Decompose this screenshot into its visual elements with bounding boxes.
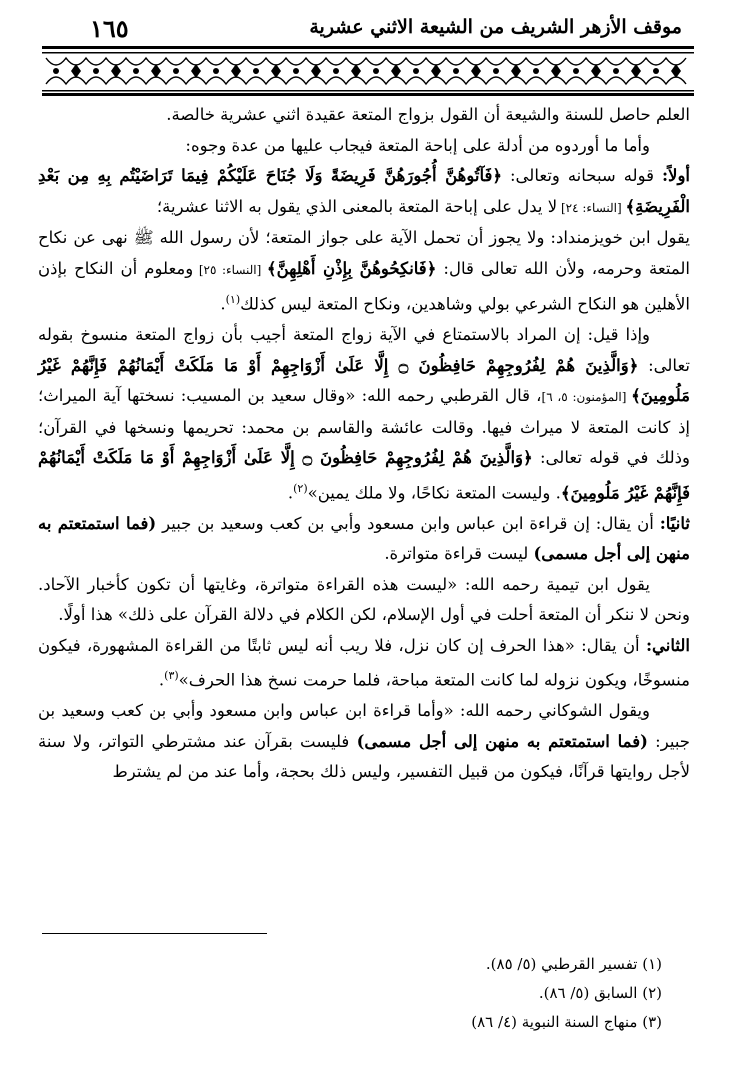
paragraph-2 bbox=[38, 131, 690, 162]
verse-reference: [النساء: ٢٥] bbox=[193, 262, 267, 277]
paragraph-5-end: . bbox=[287, 483, 294, 502]
footnote-marker: (٣) bbox=[164, 669, 179, 682]
variant-reading: (فما استمتعتم به منهن إلى أجل مسمى) bbox=[356, 731, 648, 751]
paragraph-8 bbox=[38, 631, 690, 697]
footnote-marker: (١) bbox=[225, 293, 241, 306]
paragraph-4-text-a: يقول ابن خويزمنداد: ولا يجوز أن تحمل الآية على جواز المتعة؛ لأن رسول الله ﷺ نهى عن نكاح المتعة وحرمه، ولأن الله تعالى قال: bbox=[38, 228, 690, 278]
paragraph-9-text-b: فليست بقرآن عند مشترطي التواتر، ولا سنة لأجل روايتها قرآنًا، فيكون من قبيل التفسير، وليس ذلك بحجة، وأما عند من لم يشترط bbox=[38, 731, 690, 781]
paragraph-2-text: وأما ما أوردوه من أدلة على إباحة المتعة فيجاب عليها من عدة وجوه: bbox=[185, 135, 650, 155]
main-text bbox=[38, 100, 690, 788]
paragraph-3 bbox=[38, 161, 690, 223]
footnote-2: (٢) السابق (٥/ ٨٦). bbox=[538, 984, 662, 1002]
verse-reference: [المؤمنون: ٥، ٦] bbox=[541, 390, 632, 404]
paragraph-9 bbox=[38, 696, 690, 788]
paragraph-5-text-a: وإذا قيل: إن المراد بالاستمتاع في الآية زواج المتعة أجيب بأن زواج المتعة منسوخ بقوله تعالى: bbox=[38, 325, 691, 375]
footnotes bbox=[38, 950, 690, 1037]
paragraph-9-text-a: ويقول الشوكاني رحمه الله: «وأما قراءة ابن عباس وابن مسعود وأبي بن كعب وسعيد بن جبير: bbox=[38, 701, 690, 751]
page-header bbox=[40, 14, 692, 44]
verse-reference: [النساء: ٢٤] bbox=[557, 200, 626, 215]
paragraph-7-text: يقول ابن تيمية رحمه الله: «ليست هذه القراءة متواترة، وغايتها أن تكون كأخبار الآحاد. ونحن لا ننكر أن المتعة أحلت في أول الإسلام، لكن الكلام في دلالة القرآن على ذلك» هذا أولًا. bbox=[38, 574, 690, 624]
paragraph-6-text-a: أن يقال: إن قراءة ابن عباس وابن مسعود وأبي بن كعب وسعيد بن جبير bbox=[156, 513, 660, 533]
point-heading-the-second: الثاني: bbox=[645, 635, 690, 655]
page-number: ١٦٥ bbox=[90, 14, 129, 43]
header-ornament-border bbox=[42, 44, 694, 96]
quran-verse: ﴿وَالَّذِينَ هُمْ لِفُرُوجِهِمْ حَافِظُونَ ۝ إِلَّا عَلَىٰ أَزْوَاجِهِمْ أَوْ مَا مَلَكَتْ أَيْمَانُهُمْ فَإِنَّهُمْ غَيْرُ مَلُومِينَ﴾ bbox=[38, 355, 691, 405]
paragraph-3-text-a: قوله سبحانه وتعالى: bbox=[502, 166, 662, 185]
paragraph-8-end: . bbox=[158, 670, 165, 690]
paragraph-7 bbox=[38, 570, 690, 631]
paragraph-5-text-c: . وليست المتعة نكاحًا، ولا ملك يمين» bbox=[307, 483, 561, 502]
paragraph-4 bbox=[38, 223, 690, 320]
paragraph-6-text-b: ليست قراءة متواترة. bbox=[384, 544, 534, 563]
variant-reading: (فما استمتعتم به منهن إلى أجل مسمى) bbox=[38, 513, 690, 563]
paragraph-6 bbox=[38, 509, 690, 570]
point-heading-first: أولاً: bbox=[661, 166, 690, 185]
paragraph-4-text-b: ومعلوم أن النكاح بإذن الأهلين هو النكاح الشرعي بولي وشاهدين، ونكاح المتعة ليس كذلك bbox=[38, 258, 690, 314]
paragraph-5 bbox=[38, 320, 690, 509]
running-title: موقف الأزهر الشريف من الشيعة الاثني عشرية bbox=[309, 16, 682, 38]
footnote-1: (١) تفسير القرطبي (٥/ ٨٥). bbox=[485, 955, 662, 973]
quran-verse: ﴿فَانكِحُوهُنَّ بِإِذْنِ أَهْلِهِنَّ﴾ bbox=[266, 258, 437, 278]
paragraph-3-text-b: لا يدل على إباحة المتعة بالمعنى الذي يقول به الاثنا عشرية؛ bbox=[156, 196, 558, 216]
paragraph-5-text-b: ، قال القرطبي رحمه الله: «وقال سعيد بن المسيب: نسختها آية الميراث؛ إذ كانت المتعة لا ميراث فيها. وقالت عائشة والقاسم بن محمد: تحريمها ونسخها في القرآن؛ وذلك في قوله تعالى: bbox=[38, 386, 690, 467]
paragraph-1-text: العلم حاصل للسنة والشيعة أن القول بزواج المتعة عقيدة اثني عشرية خالصة. bbox=[166, 105, 690, 124]
paragraph-8-text: أن يقال: «هذا الحرف إن كان نزل، فلا ريب أنه ليس ثابتًا من القراءة المشهورة، فيكون منسوخًا، ويكون نزوله لما كانت المتعة مباحة، فلما حرمت نسخ هذا الحرف» bbox=[38, 635, 690, 690]
footnote-separator bbox=[42, 933, 267, 934]
quran-verse: ﴿وَالَّذِينَ هُمْ لِفُرُوجِهِمْ حَافِظُونَ ۝ إِلَّا عَلَىٰ أَزْوَاجِهِمْ أَوْ مَا مَلَكَتْ أَيْمَانُهُمْ فَإِنَّهُمْ غَيْرُ مَلُومِينَ﴾ bbox=[38, 448, 690, 502]
point-heading-second: ثانيًا: bbox=[659, 513, 690, 533]
footnote-3: (٣) منهاج السنة النبوية (٤/ ٨٦) bbox=[471, 1013, 662, 1031]
quran-verse: ﴿فَآتُوهُنَّ أُجُورَهُنَّ فَرِيضَةً وَلَا جُنَاحَ عَلَيْكُمْ فِيمَا تَرَاضَيْتُم بِهِ مِن بَعْدِ الْفَرِيضَةِ﴾ bbox=[38, 166, 690, 216]
paragraph-4-end: . bbox=[220, 294, 226, 314]
footnote-marker: (٢) bbox=[293, 481, 308, 495]
paragraph-1 bbox=[38, 100, 690, 131]
